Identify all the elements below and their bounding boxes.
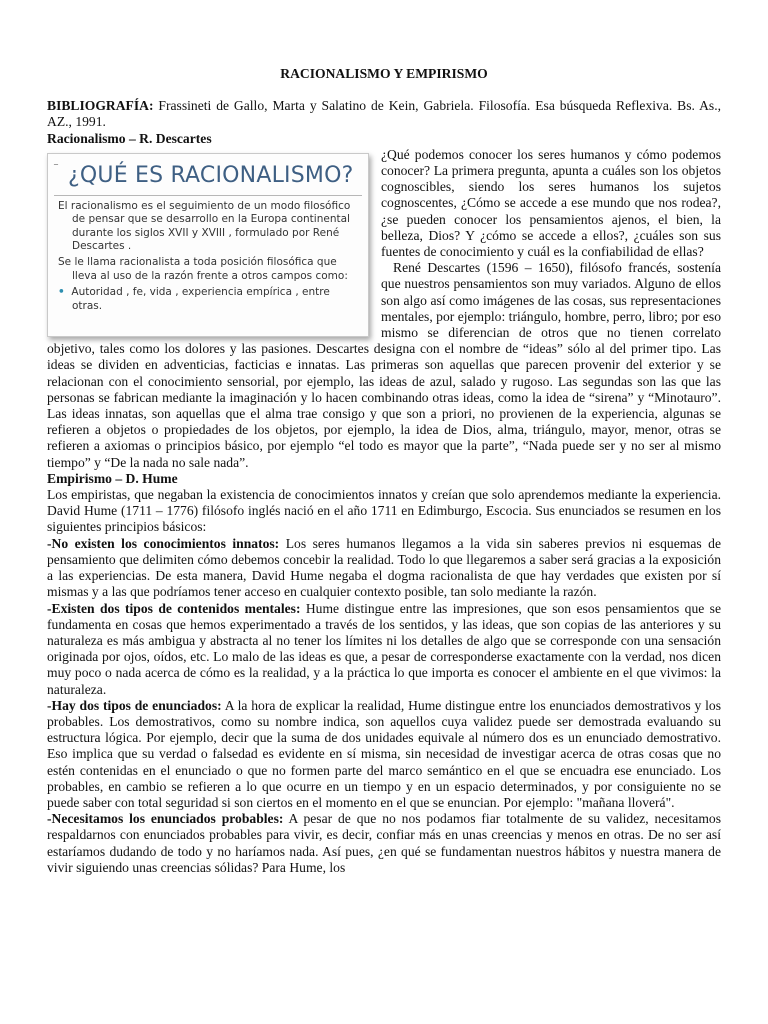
principle-3-text: A la hora de explicar la realidad, Hume distingue entre los enunciados demostrativos y los probables. Los demostrativos, como su nombre indica, son aquellos cuya validez puede ser demostrada evaluando su estructura lógica. Por ejemplo, decir que la suma de dos unidades equivale al número dos es un enunciado demostrativo. Eso implica que su verdad o falsedad es evidente en sí misma, sin necesidad de investigar acerca de otras cosas que no estén contenidas en el enunciado o que no formen parte del marco semántico en el que se encuadra ese enunciado. Los probables, en cambio se refieren a lo que ocurre en un tiempo y en un espacio determinados, y por consiguiente no se puede saber con total seguridad si son ciertos en el momento en el que se enuncian. Por ejemplo: "mañana lloverá". (47, 697, 721, 810)
empirismo-paragraph-1: Los empiristas, que negaban la existencia de conocimientos innatos y creían que solo aprendemos mediante la experiencia. David Hume (1711 – 1776) filósofo inglés nació en el año 1711 en Edimburgo, Escocia. Sus enunciados se resumen en los siguientes principios básicos: (47, 487, 721, 535)
infographic-paragraph-2: Se le llama racionalista a toda posición filosófica que lleva al uso de la razón frente a otros campos como: (58, 256, 348, 282)
principle-4 (47, 811, 721, 876)
principle-2-label: -Existen dos tipos de contenidos mentales: (47, 600, 301, 616)
principle-1-text: Los seres humanos llegamos a la vida sin saberes previos ni esquemas de pensamiento que delimiten cómo debemos concebir la realidad. Todo lo que llegaremos a saber será gracias a la exposición a las experiencias. De esta manera, David Hume negaba el dogma racionalista de que hay verdades que existen por sí mismas y a las que podríamos tener acceso en cualquier contexto posible, tan solo mediante la razón. (47, 535, 721, 600)
corner-mark: ‾ (54, 162, 58, 172)
infographic-title: ¿QUÉ ES RACIONALISMO? (68, 162, 354, 188)
infographic-bullet-text: Autoridad , fe, vida , experiencia empírica , entre otras. (71, 286, 330, 312)
racionalismo-paragraph-2: René Descartes (1596 – 1650), filósofo francés, sostenía que nuestros pensamientos son muy variados. Alguno de ellos son algo así como imágenes de las cosas, sus representaciones mentales, por ejemplo: triángulo, hombre, perro, libro; por eso mismo se diferencian de otros que no tienen correlato objetivo, tales como los dolores y las pasiones. Descartes designa con el nombre de “ideas” sólo al del primer tipo. Las ideas se dividen en adventicias, facticias e innatas. Las primeras son aquellas que parecen provenir del exterior y se relacionan con el conocimiento sensorial, por ejemplo, las ideas de azul, salado y rugoso. Las segundas son las que las personas se fabrican mediante la imaginación y lo hacen combinando otras ideas, como la idea de “sirena” y “Minotauro”. Las ideas innatas, son aquellas que el alma trae consigo y que son a priori, no provienen de la experiencia, algunas se refieren a objetos o propiedades de los objetos, por ejemplo, la idea de Dios, alma, triángulo, mayor, menor, otras se refieren a axiomas o principios básico, por ejemplo “el todo es mayor que la parte”, “Nada puede ser y no ser al mismo tiempo” y “De la nada no sale nada”. (47, 260, 721, 470)
bibliography-label: BIBLIOGRAFÍA: (47, 98, 154, 114)
empirismo-heading: Empirismo – D. Hume (47, 470, 178, 486)
principle-3 (47, 698, 721, 811)
bibliography-text: Frassineti de Gallo, Marta y Salatino de Kein, Gabriela. Filosofía. Esa búsqueda Reflexiva. Bs. As., AZ., 1991. (47, 98, 721, 130)
document-page (47, 66, 721, 876)
principle-3-label: -Hay dos tipos de enunciados: (47, 697, 222, 713)
principle-2-text: Hume distingue entre las impresiones, que son esos pensamientos que se fundamenta en cosas que hemos experimentado a través de los sentidos, y las ideas, que son copias de las anteriores y su naturaleza es más ambigua y abstracta al no tener los límites ni los detalles de algo que se corresponde con una sensación originada por ojos, oídos, etc. Lo malo de las ideas es que, a pesar de corresponderse exactamente con la verdad, nos dicen muy poco o nada acerca de cómo es la realidad, y a la práctica lo que importa es conocer el ambiente en el que vivimos: la naturaleza. (47, 600, 721, 697)
principle-4-label: -Necesitamos los enunciados probables: (47, 811, 284, 827)
racionalismo-infographic (47, 153, 369, 337)
infographic-paragraph-1: El racionalismo es el seguimiento de un modo filosófico de pensar que se desarrollo en la Europa continental durante los siglos XVII y XVIII , formulado por René Descartes . (58, 199, 351, 253)
infographic-bullet (58, 286, 360, 313)
document-title: RACIONALISMO Y EMPIRISMO (280, 66, 488, 81)
bibliography (47, 98, 721, 130)
principle-1 (47, 536, 721, 601)
principle-1-label: -No existen los conocimientos innatos: (47, 535, 280, 551)
principle-2 (47, 601, 721, 698)
infographic-divider (54, 195, 362, 196)
principle-4-text: A pesar de que no nos podamos fiar totalmente de su validez, necesitamos respaldarnos con enunciados probables para vivir, es decir, confiar más en unas creencias y menos en otras. De no ser así estaríamos dudando de todo y no haríamos nada. Así pues, ¿en qué se fundamentan nuestros hábitos y nuestra manera de vivir siguiendo unas creencias sólidas? Para Hume, los (47, 811, 721, 875)
bullet-icon: • (58, 286, 65, 299)
racionalismo-paragraph-1: ¿Qué podemos conocer los seres humanos y cómo podemos conocer? La primera pregunta, apunta a cuáles son los objetos cognoscibles, siendo los seres humanos los sujetos cognoscentes, ¿Cómo se accede a ese mundo que nos rodea?, ¿se pueden conocer los pensamientos ajenos, el bien, la belleza, Dios? Y ¿cómo se accede a ellos?, ¿cuáles son sus fuentes de conocimiento y cuál es la confiabilidad de ellas? (381, 146, 721, 260)
racionalismo-heading: Racionalismo – R. Descartes (47, 130, 212, 146)
